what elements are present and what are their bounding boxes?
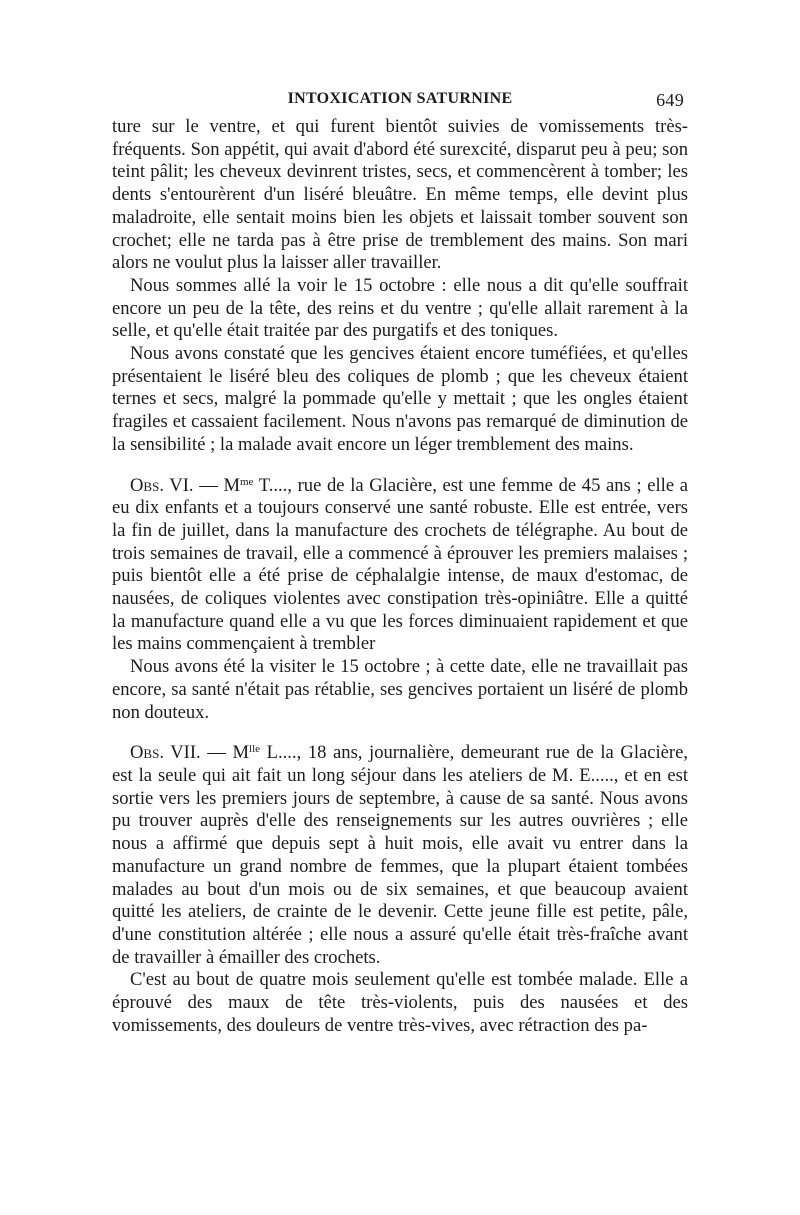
running-head	[112, 90, 688, 116]
observation-vi	[112, 475, 688, 657]
page-number: 649	[656, 90, 684, 110]
book-page	[112, 90, 688, 1037]
observation-label: Obs. VI.	[130, 474, 194, 496]
observation-name-prefix: — M	[200, 742, 250, 764]
observation-vii	[112, 742, 688, 969]
running-title: INTOXICATION SATURNINE	[287, 90, 513, 107]
observation-text: L...., 18 ans, journalière, demeurant rue de la Glacière, est la seule qui ait fait un long séjour dans les ateliers de M. E....., et en est sortie vers les premiers jours de septembre, à cause de sa santé. Nous avons pu trouver auprès d'elle des renseignements sur les autres ouvrières ; elle nous a affirmé que depuis sept à huit mois, elle avait vu entrer dans la manufacture un grand nombre de femmes, que la plupart étaient tombées malades au bout d'un mois ou de six semaines, et que beaucoup avaient quitté les ateliers, de crainte de le devenir. Cette jeune fille est petite, pâle, d'une constitution altérée ; elle nous a assuré qu'elle était très-fraîche avant de travailler à émailler des crochets.	[112, 742, 688, 968]
paragraph-visit-october: Nous sommes allé la voir le 15 octobre : elle nous a dit qu'elle souffrait encore un peu de la tête, des reins et du ventre ; qu'elle allait rarement à la selle, et qu'elle était traitée par des purgatifs et des toniques.	[112, 274, 688, 342]
observation-label: Obs. VII.	[130, 742, 201, 764]
observation-name-superscript: lle	[249, 743, 261, 756]
paragraph-findings: Nous avons constaté que les gencives étaient encore tuméfiées, et qu'elles présentaient le liséré bleu des coliques de plomb ; que les cheveux étaient ternes et secs, malgré la pommade qu'elle y mettait ; que les ongles étaient fragiles et cassaient facilement. Nous n'avons pas remarqué de diminution de la sensibilité ; la malade avait encore un léger tremblement des mains.	[112, 343, 688, 455]
paragraph-continuation: ture sur le ventre, et qui furent bientôt suivies de vomissements très-fréquents. Son appétit, qui avait d'abord été surexcité, disparut peu à peu; son teint pâlit; les cheveux devinrent tristes, secs, et commencèrent à tomber; les dents s'entourèrent d'un liséré bleuâtre. En même temps, elle devint plus maladroite, elle sentait moins bien les objets et laissait tomber souvent son crochet; elle ne tarda pas à être prise de tremblement des mains. Son mari alors ne voulut plus la laisser aller travailler.	[112, 116, 688, 274]
observation-text: T...., rue de la Glacière, est une femme de 45 ans ; elle a eu dix enfants et a toujours conservé une santé robuste. Elle est entrée, vers la fin de juillet, dans la manufacture des crochets de télégraphe. Au bout de trois semaines de travail, elle a commencé à éprouver les premiers malaises ; puis bientôt elle a été prise de céphalalgie intense, de maux d'estomac, de nausées, de coliques violentes avec constipation très-opiniâtre. Elle a quitté la manufacture quand elle a vu que les forces diminuaient rapidement et que les mains commençaient à trembler	[112, 474, 688, 655]
observation-name-prefix: — M	[193, 474, 240, 496]
paragraph-illness-onset: C'est au bout de quatre mois seulement qu'elle est tombée malade. Elle a éprouvé des maux de tête très-violents, puis des nausées et des vomissements, des douleurs de ventre très-vives, avec rétraction des pa-	[112, 969, 688, 1036]
observation-name-superscript: me	[239, 475, 254, 488]
paragraph-visit-result: Nous avons été la visiter le 15 octobre ; à cette date, elle ne travaillait pas encore, sa santé n'était pas rétablie, ses gencives portaient un liséré de plomb non douteux.	[112, 656, 688, 723]
